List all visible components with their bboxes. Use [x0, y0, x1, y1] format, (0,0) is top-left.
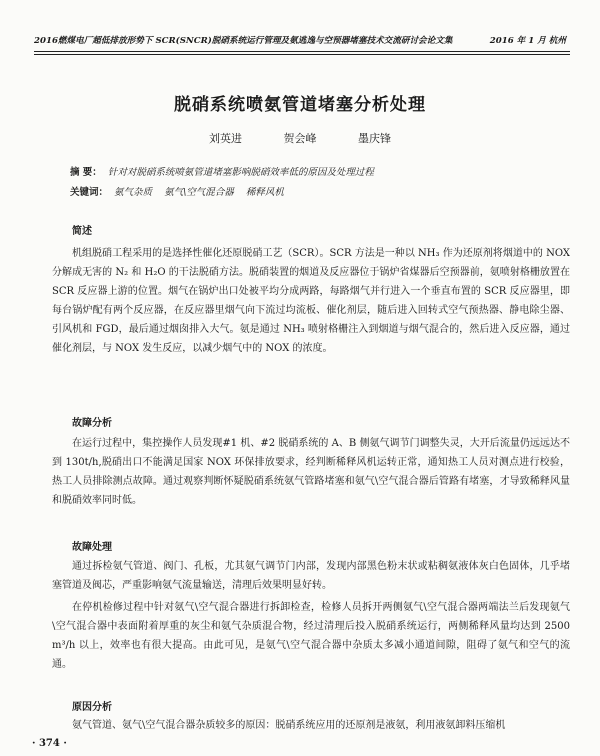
- abstract-text: 针对对脱硝系统喷氨管道堵塞影响脱硝效率低的原因及处理过程: [107, 167, 374, 178]
- keywords-label: 关键词：: [70, 187, 109, 198]
- paragraph: 在运行过程中，集控操作人员发现#1 机、#2 脱硝系统的 A、B 侧氨气调节门调整失灵，大开后流量仍远远达不到 130t/h,脱硝出口不能满足国家 NOX 环保排放要求，经判断稀释风机运转正常，通知热工人员对测点进行校验，热工人员排除测点故障。通过观察判断怀疑脱硝系统氨气管路堵塞和氨气\空气混合器后管路有堵塞，才导致稀释风量和脱硝效率同时低。: [52, 438, 570, 506]
- running-header: [34, 34, 566, 46]
- page-number: · 374 ·: [32, 738, 67, 749]
- paragraph: 机组脱硝工程采用的是选择性催化还原脱硝工艺（SCR）。SCR 方法是一种以 NH₃ 作为还原剂将烟道中的 NOX 分解成无害的 N₂ 和 H₂O 的干法脱硝方法。脱硝装置的烟道及反应器位于锅炉省煤器后空预器前，氨喷射格栅放置在 SCR 反应器上游的位置。烟气在锅炉出口处被平均分成两路，每路烟气并行进入一个垂直布置的 SCR 反应器里，即每台锅炉配有两个反应器，在反应器里烟气向下流过均流板、催化剂层，随后进入回转式空气预热器、静电除尘器、引风机和 FGD，最后通过烟囱排入大气。氨是通过 NH₃ 喷射格栅注入到烟道与烟气混合的，然后进入反应器，通过催化剂层，与 NOX 发生反应，以减少烟气中的 NOX 的浓度。: [52, 248, 570, 354]
- section-title: 故障处理: [72, 542, 112, 553]
- paper-title: 脱硝系统喷氨管道堵塞分析处理: [174, 95, 426, 115]
- paragraph: 在停机检修过程中针对氨气\空气混合器进行拆卸检查，检修人员拆开两侧氨气\空气混合器两端法兰后发现氨气\空气混合器中表面附着厚重的灰尘和氨气杂质混合物，经过清理后投入脱硝系统运行，两侧稀释风量均达到 2500 m³/h 以上，效率也有很大提高。由此可见，是氨气\空气混合器中杂质太多减小通道间隙，阻碍了氨气和空气的流通。: [52, 602, 570, 670]
- abstract-label: 摘 要：: [70, 167, 102, 178]
- header-left: 2016燃煤电厂超低排放形势下 SCR(SNCR)脱硝系统运行管理及氨逃逸与空预器堵塞技术交流研讨会论文集: [34, 36, 453, 46]
- section-title: 简述: [72, 226, 92, 237]
- paragraph: 通过拆检氨气管道、阀门、孔板，尤其氨气调节门内部，发现内部黑色粉末状或粘稠氨液体灰白色固体，几乎堵塞管道及阀芯，严重影响氨气流量输送，清理后效果明显好转。: [52, 561, 570, 591]
- author: 贺会峰: [283, 132, 317, 145]
- keywords: [70, 184, 570, 198]
- header-right: 2016 年 1 月 杭州: [489, 36, 566, 46]
- section-title: 原因分析: [72, 702, 112, 713]
- header-rule-thin: [34, 54, 570, 55]
- keywords-text: 氨气杂质 氨气\空气混合器 稀释风机: [114, 187, 284, 198]
- header-rule-thick: [34, 51, 570, 52]
- author: 墨庆锋: [358, 132, 391, 145]
- abstract: [70, 164, 570, 178]
- paragraph: 氨气管道、氨气\空气混合器杂质较多的原因：脱硝系统应用的还原剂是液氨，利用液氨卸料压缩机: [72, 720, 506, 731]
- author: 刘英进: [209, 132, 242, 145]
- section-title: 故障分析: [72, 418, 112, 429]
- author-list: [0, 130, 600, 146]
